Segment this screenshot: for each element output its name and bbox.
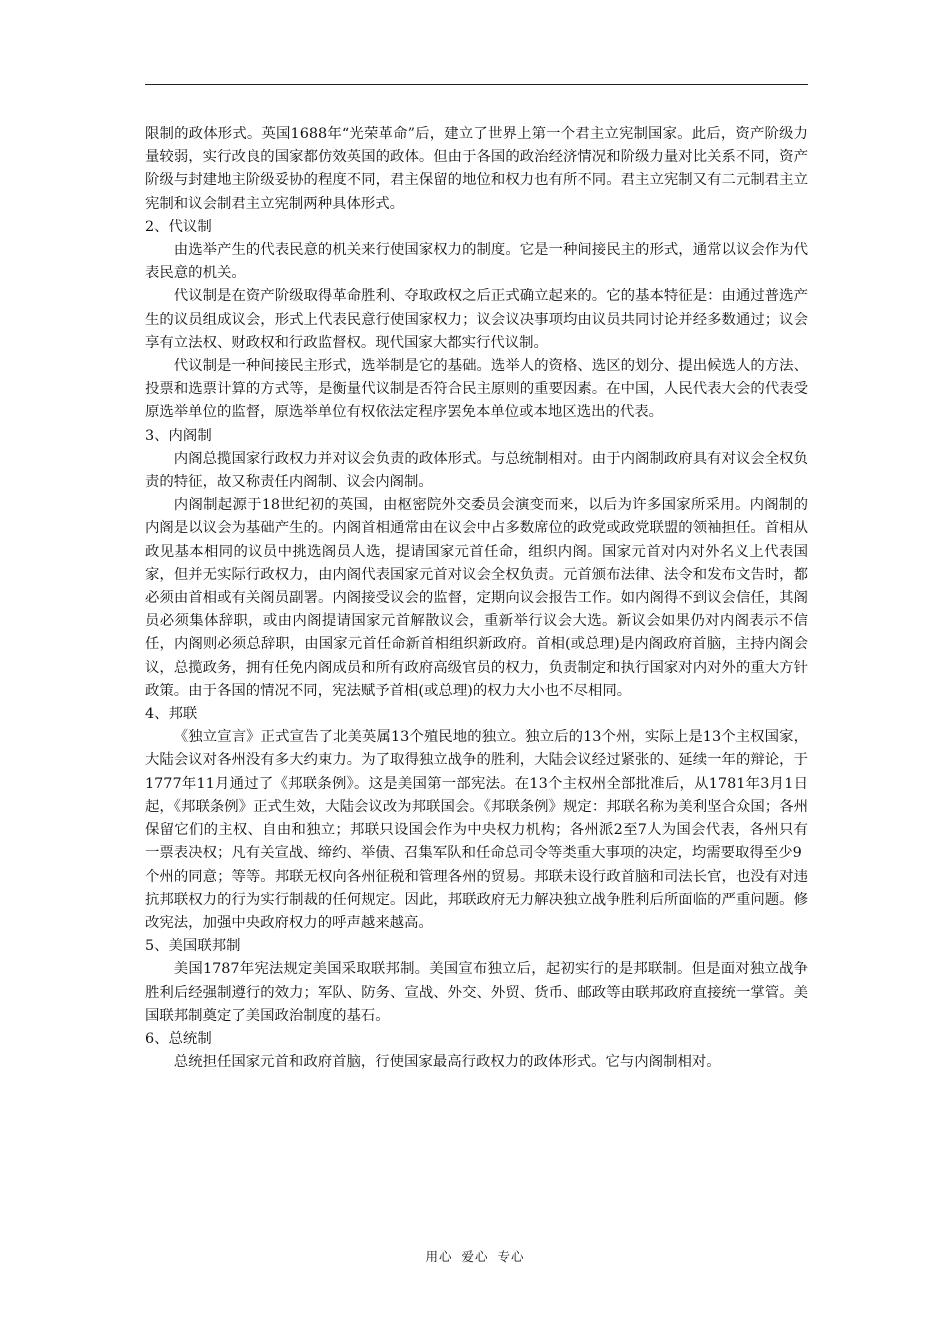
paragraph: 总统担任国家元首和政府首脑，行使国家最高行政权力的政体形式。它与内阁制相对。 xyxy=(173,1054,721,1071)
paragraph: 代议制是在资产阶级取得革命胜利、夺取政权之后正式确立起来的。它的基本特征是：由通过普选产生的议员组成议会，形式上代表民意行使国家权力；议会议决事项均由议员共同讨论并经多数通过；议会享有立法权、财政权和行政监督权。现代国家大都实行代议制。 xyxy=(145,288,808,351)
paragraph: 由选举产生的代表民意的机关来行使国家权力的制度。它是一种间接民主的形式，通常以议会作为代表民意的机关。 xyxy=(145,242,808,282)
section-heading-us-federalism: 5、美国联邦制 xyxy=(145,938,241,955)
paragraph: 内阁总揽国家行政权力并对议会负责的政体形式。与总统制相对。由于内阁制政府具有对议会全权负责的特征，故又称责任内阁制、议会内阁制。 xyxy=(145,450,808,491)
paragraph: 内阁制起源于18世纪初的英国，由枢密院外交委员会演变而来，以后为许多国家所采用。内阁制的内阁是以议会为基础产生的。内阁首相通常由在议会中占多数席位的政党或政党联盟的领袖担任。首相从政见基本相同的议员中挑选阁员人选，提请国家元首任命，组织内阁。国家元首对内对外名义上代表国家，但并无实际行政权力，由内阁代表国家元首对议会全权负责。元首颁布法律、法令和发布文告时，都必须由首相或有关阁员副署。内阁接受议会的监督，定期向议会报告工作。如内阁得不到议会信任，其阁员必须集体辞职，或由内阁提请国家元首解散议会，重新举行议会大选。新议会如果仍对内阁表示不信任，内阁则必须总辞职，由国家元首任命新首相组织新政府。首相(或总理)是内阁政府首脑，主持内阁会议，总揽政务，拥有任免内阁成员和所有政府高级官员的权力，负责制定和执行国家对内对外的重大方针政策。由于各国的情况不同，宪法赋予首相(或总理)的权力大小也不尽相同。 xyxy=(145,497,808,699)
section-heading-confederation: 4、邦联 xyxy=(145,706,198,723)
paragraph: 代议制是一种间接民主形式，选举制是它的基础。选举人的资格、选区的划分、提出候选人的方法、投票和选票计算的方式等，是衡量代议制是否符合民主原则的重要因素。在中国，人民代表大会的代表受原选举单位的监督，原选举单位有权依法定程序罢免本单位或本地区选出的代表。 xyxy=(145,358,808,421)
section-heading-cabinet-system: 3、内阁制 xyxy=(145,427,212,444)
paragraph-constitutional-monarchy: 限制的政体形式。英国1688年“光荣革命”后，建立了世界上第一个君主立宪制国家。此后，资产阶级力量较弱，实行改良的国家都仿效英国的政体。但由于各国的政治经济情况和阶级力量对比关系不同，资产阶级与封建地主阶级妥协的程度不同，君主保留的地位和权力也有所不同。君主立宪制又有二元制君主立宪制和议会制君主立宪制两种具体形式。 xyxy=(145,126,808,212)
section-heading-presidential-system: 6、总统制 xyxy=(145,1030,212,1047)
header-rule xyxy=(145,84,808,85)
paragraph: 美国1787年宪法规定美国采取联邦制。美国宣布独立后，起初实行的是邦联制。但是面对独立战争胜利后经强制遵行的效力；军队、防务、宣战、外交、外贸、货币、邮政等由联邦政府直接统一掌管。美国联邦制奠定了美国政治制度的基石。 xyxy=(145,961,808,1024)
document-body xyxy=(145,123,808,1074)
section-heading-representative-system: 2、代议制 xyxy=(145,218,212,235)
paragraph-continuation: 个州的同意；等等。邦联无权向各州征税和管理各州的贸易。邦联未设行政首脑和司法长官，也没有对违抗邦联权力的行为实行制裁的任何规定。因此，邦联政府无力解决独立战争胜利后所面临的严重问题。修改宪法，加强中央政府权力的呼声越来越高。 xyxy=(145,868,808,931)
paragraph: 《独立宣言》正式宣告了北美英属13个殖民地的独立。独立后的13个州，实际上是13个主权国家，大陆会议对各州没有多大约束力。为了取得独立战争的胜利，大陆会议经过紧张的、延续一年的辩论，于1777年11月通过了《邦联条例》。这是美国第一部宪法。在13个主权州全部批准后，从1781年3月1日起，《邦联条例》正式生效，大陆会议改为邦联国会。《邦联条例》规定：邦联名称为美利坚合众国；各州保留它们的主权、自由和独立；邦联只设国会作为中央权力机构；各州派2至7人为国会代表，各州只有一票表决权；凡有关宣战、缔约、举债、召集军队和任命总司令等类重大事项的决定，均需要取得至少9 xyxy=(145,729,808,862)
page-footer: 用心 爱心 专心 xyxy=(425,1249,525,1264)
